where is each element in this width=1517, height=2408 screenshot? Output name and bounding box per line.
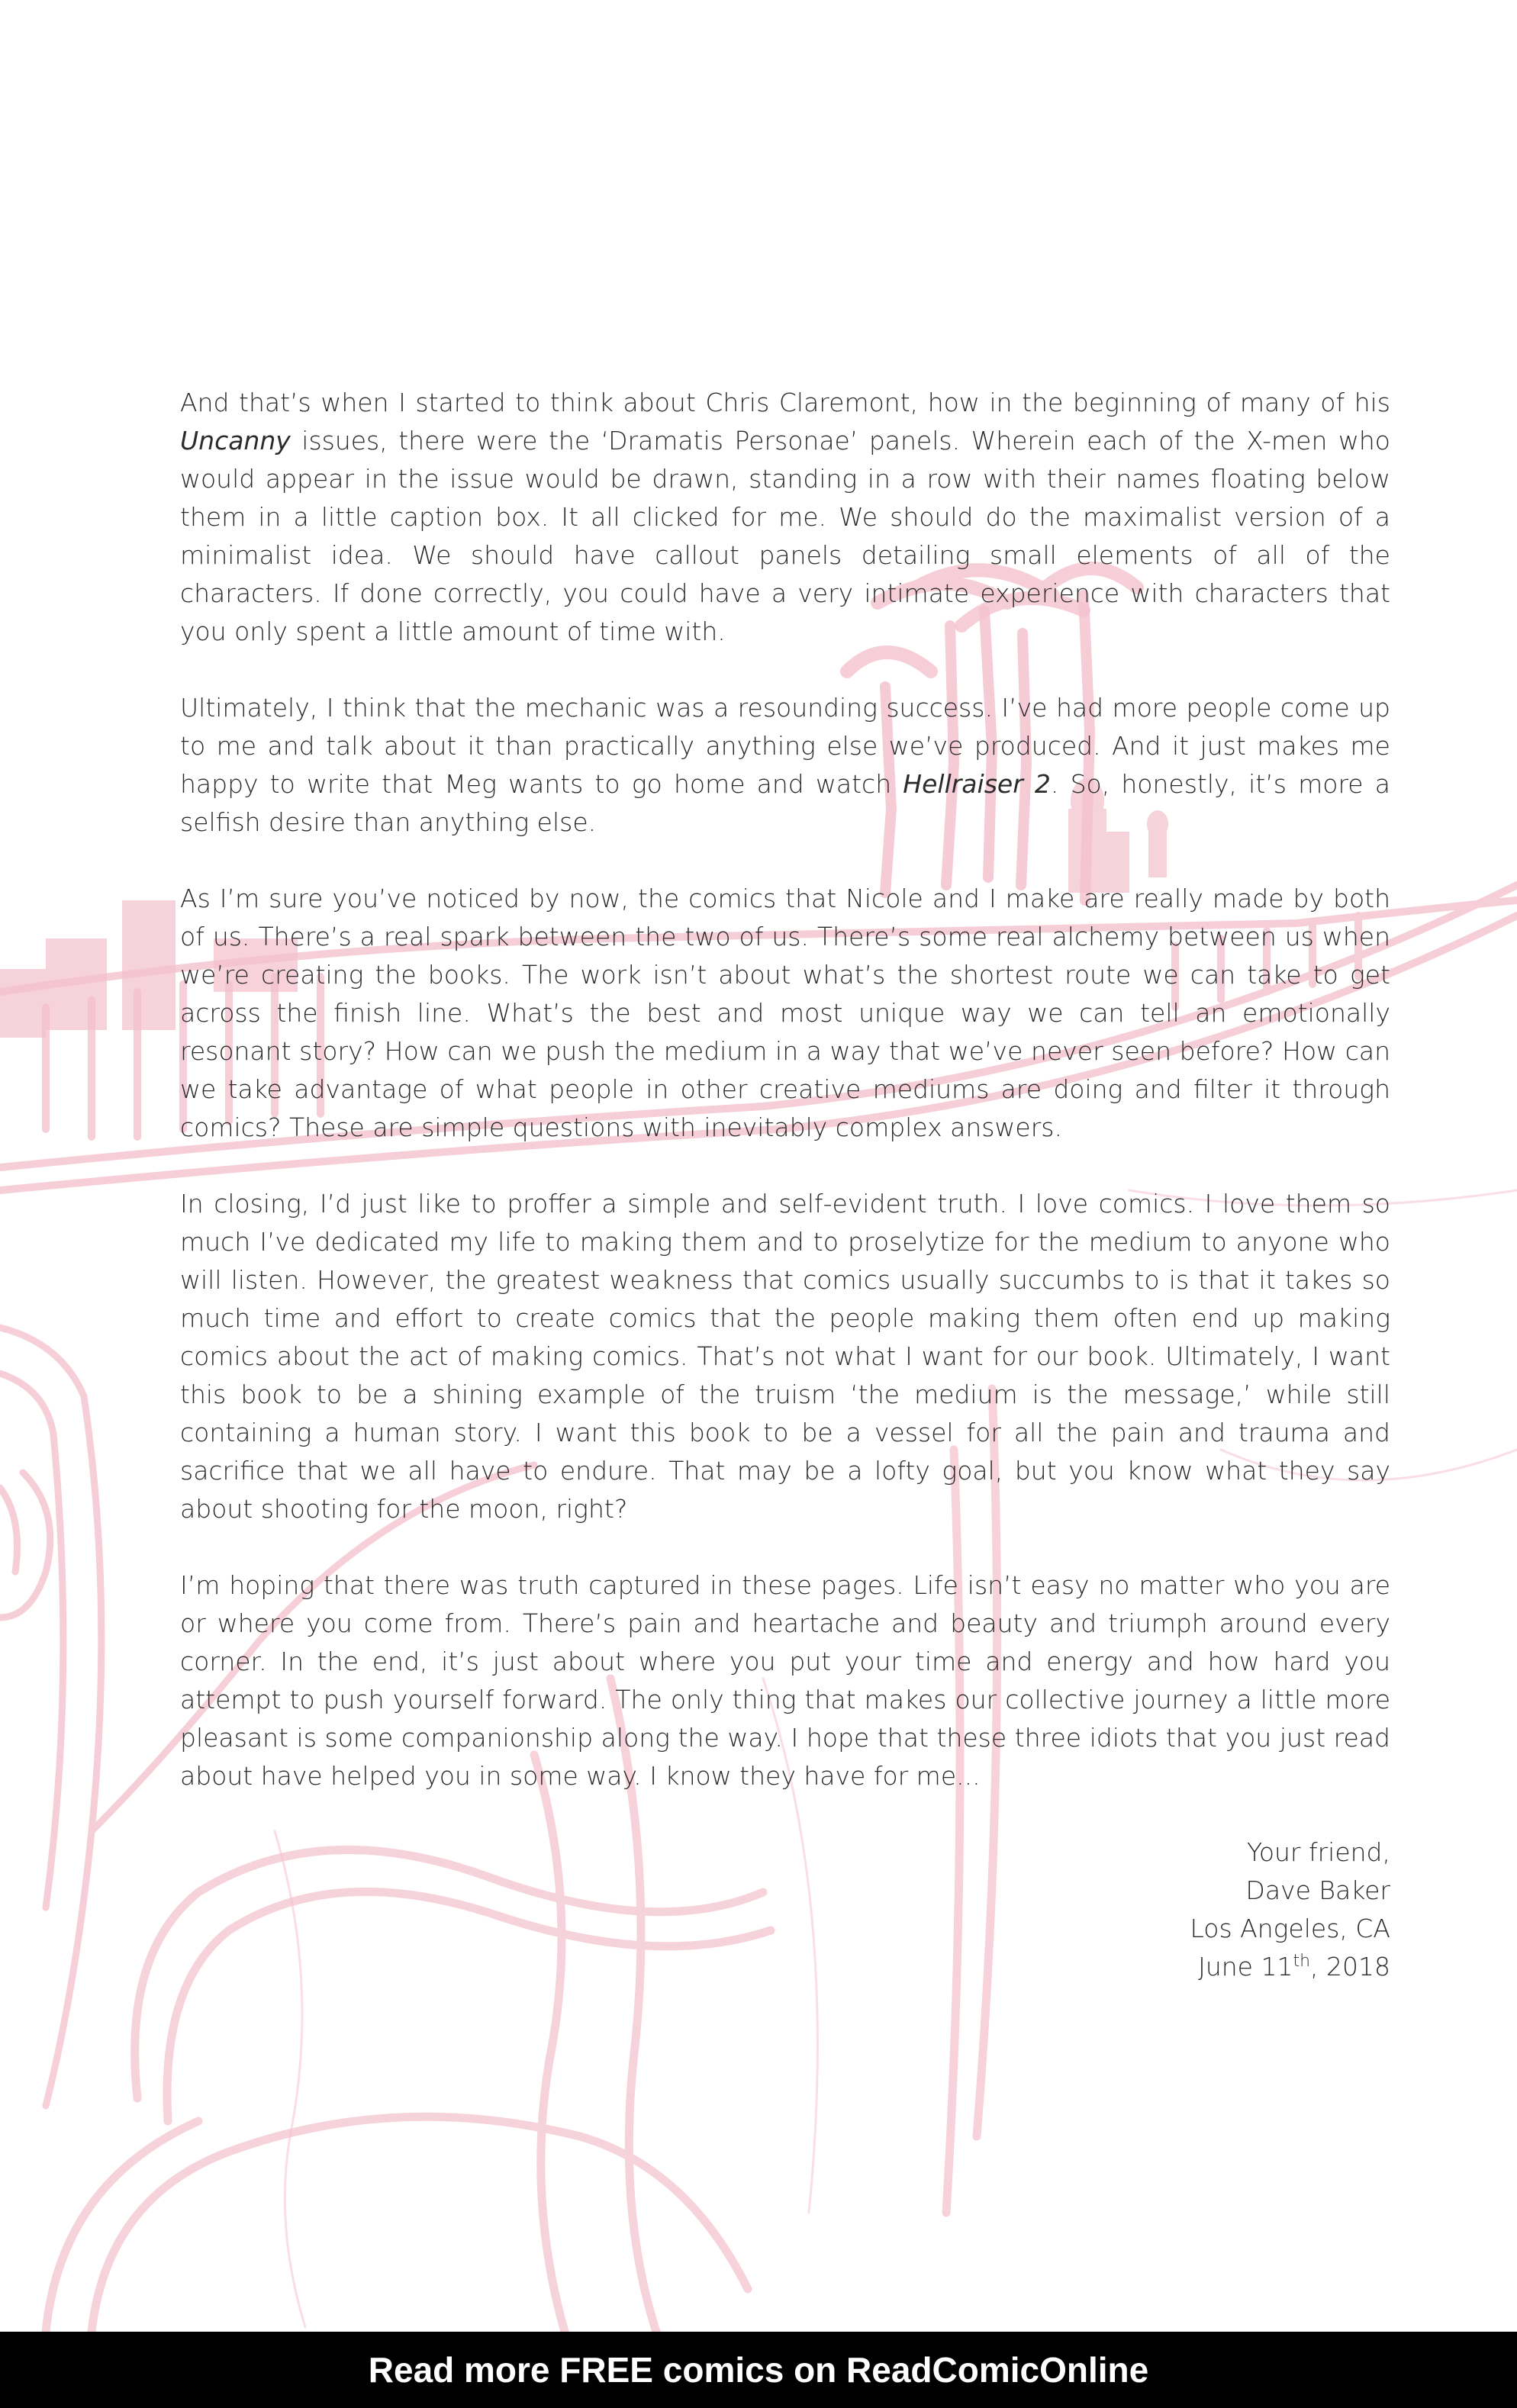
- date-year: , 2018: [1310, 1952, 1390, 1981]
- letter-paragraphs: [180, 384, 1390, 1795]
- paragraph-text: . So, honestly, it’s more a selfish desire than anything else.: [180, 769, 1390, 837]
- letter-paragraph: [180, 689, 1390, 842]
- promo-banner[interactable]: [0, 2332, 1517, 2408]
- signature-name: Dave Baker: [1245, 1875, 1390, 1905]
- italic-title-text: Uncanny: [180, 426, 291, 456]
- paragraph-text: And that’s when I started to think about Chris Claremont, how in the beginning of many of his: [180, 388, 1390, 417]
- letter-paragraph: [180, 384, 1390, 651]
- signature-date: [180, 1948, 1390, 1986]
- letter-paragraph: [180, 880, 1390, 1147]
- paragraph-text: In closing, I’d just like to proffer a simple and self-evident truth. I love comics. I love them so much I’ve dedicated my life to making them and to proselytize for the medium to anyone who will listen. However, the greatest weakness that comics usually succumbs to is that it takes so much time and effort to create comics that the people making them often end up making comics about the act of making comics. That’s not what I want for our book. Ultimately, I want this book to be a shining example of the truism ‘the medium is the message,’ while still containing a human story. I want this book to be a vessel for all the pain and trauma and sacrifice that we all have to endure. That may be a lofty goal, but you know what they say about shooting for the moon, right?: [180, 1189, 1390, 1524]
- signature-closing: Your friend,: [1247, 1837, 1390, 1867]
- paragraph-text: Ultimately, I think that the mechanic was a resounding success. I’ve had more people come up to me and talk about it than practically anything else we’ve produced. And it just makes me happy to write that Meg wants to go home and watch: [180, 693, 1390, 799]
- letter-paragraph: [180, 1566, 1390, 1795]
- date-suffix: th: [1293, 1952, 1311, 1971]
- signature-place: Los Angeles, CA: [1190, 1914, 1390, 1943]
- letter-body: [180, 384, 1390, 1986]
- date-day: June 11: [1198, 1952, 1293, 1981]
- letter-paragraph: [180, 1185, 1390, 1528]
- paragraph-text: As I’m sure you’ve noticed by now, the comics that Nicole and I make are really made by both of us. There’s a real spark between the two of us. There’s some real alchemy between us when we’re creating the books. The work isn’t about what’s the shortest route we can take to get across the finish line. What’s the best and most unique way we can tell an emotionally resonant story? How can we push the medium in a way that we’ve never seen before? How can we take advantage of what people in other creative mediums are doing and filter it through comics? These are simple questions with inevitably complex answers.: [180, 884, 1390, 1142]
- paragraph-text: issues, there were the ‘Dramatis Personae’ panels. Wherein each of the X-men who would appear in the issue would be drawn, standing in a row with their names floating below them in a little caption box. It all clicked for me. We should do the maximalist version of a minimalist idea. We should have callout panels detailing small elements of all of the characters. If done correctly, you could have a very intimate experience with characters that you only spent a little amount of time with.: [180, 426, 1390, 646]
- promo-banner-text[interactable]: Read more FREE comics on ReadComicOnline: [368, 2350, 1149, 2390]
- paragraph-text: I’m hoping that there was truth captured in these pages. Life isn’t easy no matter who you are or where you come from. There’s pain and heartache and beauty and triumph around every corner. In the end, it’s just about where you put your time and energy and how hard you attempt to push yourself forward. The only thing that makes our collective journey a little more pleasant is some companionship along the way. I hope that these three idiots that you just read about have helped you in some way. I know they have for me...: [180, 1570, 1390, 1791]
- italic-title-text: Hellraiser 2: [903, 769, 1051, 799]
- signature-block: [180, 1833, 1390, 1986]
